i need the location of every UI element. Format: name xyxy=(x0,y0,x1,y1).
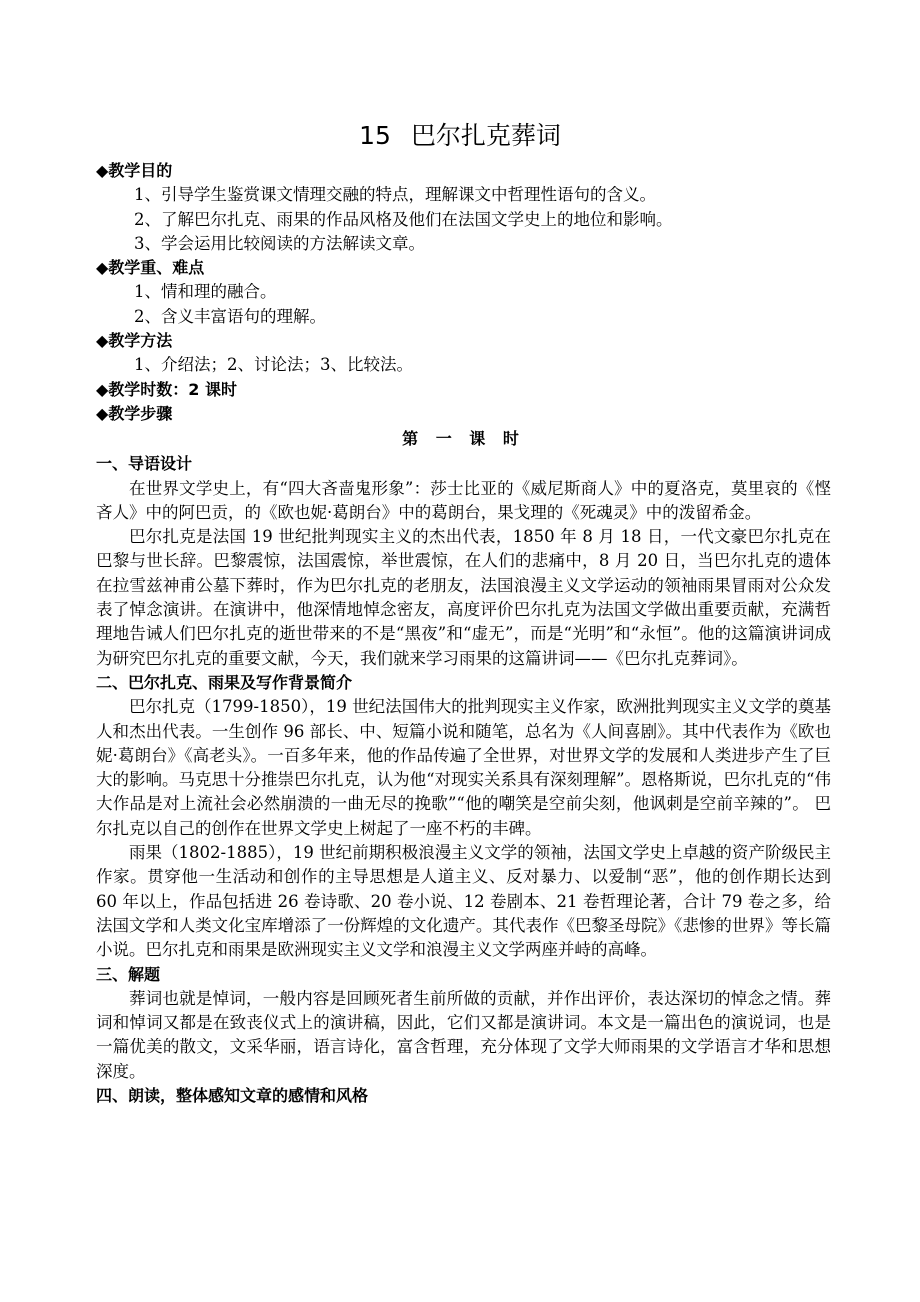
list-item: 3、学会运用比较阅读的方法解读文章。 xyxy=(134,233,425,253)
paragraph: 在世界文学史上，有“四大吝啬鬼形象”：莎士比亚的《威尼斯商人》中的夏洛克，莫里哀的《悭吝人》中的阿巴贡，的《欧也妮·葛朗台》中的葛朗台，果戈理的《死魂灵》中的泼留希金。 xyxy=(96,478,831,522)
paragraph: 巴尔扎克（1799-1850），19 世纪法国伟大的批判现实主义作家，欧洲批判现实主义文学的奠基人和杰出代表。一生创作 96 部长、中、短篇小说和随笔，总名为《人间喜剧》。其中代表作为《欧也妮·葛朗台》《高老头》。一百多年来，他的作品传遍了全世界，对世界文学的发展和人类进步产生了巨大的影响。马克思十分推崇巴尔扎克，认为他“对现实关系具有深刻理解”。恩格斯说，巴尔扎克的“伟大作品是对上流社会必然崩溃的一曲无尽的挽歌”“他的嘲笑是空前尖刻，他讽刺是空前辛辣的”。 巴尔扎克以自己的创作在世界文学史上树起了一座不朽的丰碑。 xyxy=(96,697,831,838)
section-heading-title-explanation: 三、解题 xyxy=(96,964,161,984)
section-heading-reading: 四、朗读，整体感知文章的感情和风格 xyxy=(96,1085,369,1105)
list-item: 1、情和理的融合。 xyxy=(134,282,277,302)
paragraph: 巴尔扎克是法国 19 世纪批判现实主义的杰出代表，1850 年 8 月 18 日，一代文豪巴尔扎克在巴黎与世长辞。巴黎震惊，法国震惊，举世震惊，在人们的悲痛中，8 月 20 日，当巴尔扎克的遗体在拉雪兹神甫公墓下葬时，作为巴尔扎克的老朋友，法国浪漫主义文学运动的领袖雨果冒雨对公众发表了悼念演讲。在演讲中，他深情地悼念密友，高度评价巴尔扎克为法国文学做出重要贡献，充满哲理地告诫人们巴尔扎克的逝世带来的不是“黑夜”和“虚无”，而是“光明”和“永恒”。他的这篇演讲词成为研究巴尔扎克的重要文献，今天，我们就来学习雨果的这篇讲词——《巴尔扎克葬词》。 xyxy=(96,527,831,668)
list-item: 2、了解巴尔扎克、雨果的作品风格及他们在法国文学史上的地位和影响。 xyxy=(134,209,673,229)
paragraph: 葬词也就是悼词，一般内容是回顾死者生前所做的贡献，并作出评价，表达深切的悼念之情。葬词和悼词又都是在致丧仪式上的演讲稿，因此，它们又都是演讲词。本文是一篇出色的演说词，也是一篇优美的散文，文采华丽，语言诗化，富含哲理，充分体现了文学大师雨果的文学语言才华和思想深度。 xyxy=(96,988,831,1081)
document-body xyxy=(96,159,831,1108)
section-heading-methods: ◆教学方法 xyxy=(96,331,173,351)
page-title xyxy=(0,120,920,152)
list-item: 2、含义丰富语句的理解。 xyxy=(134,306,326,326)
section-heading-hours: ◆教学时数：2 课时 xyxy=(96,379,238,399)
list-item: 1、介绍法；2、讨论法；3、比较法。 xyxy=(134,355,413,375)
section-heading-steps: ◆教学步骤 xyxy=(96,403,173,423)
section-heading-keys: ◆教学重、难点 xyxy=(96,258,205,278)
lesson-title: 巴尔扎克葬词 xyxy=(410,121,561,150)
section-heading-background: 二、巴尔扎克、雨果及写作背景简介 xyxy=(96,672,353,692)
section-heading-goals: ◆教学目的 xyxy=(96,161,173,180)
paragraph: 雨果（1802-1885），19 世纪前期积极浪漫主义文学的领袖，法国文学史上卓越的资产阶级民主作家。贯穿他一生活动和创作的主导思想是人道主义、反对暴力、以爱制“恶”，他的创作期长达到 60 年以上，作品包括进 26 卷诗歌、20 卷小说、12 卷剧本、21 卷哲理论著，合计 79 卷之多，给法国文学和人类文化宝库增添了一份辉煌的文化遗产。其代表作《巴黎圣母院》《悲惨的世界》等长篇小说。巴尔扎克和雨果是欧洲现实主义文学和浪漫主义文学两座并峙的高峰。 xyxy=(96,843,831,960)
section-heading-intro: 一、导语设计 xyxy=(96,454,193,474)
lesson-number: 15 xyxy=(359,121,391,150)
lesson-period-label: 第 一 课 时 xyxy=(402,429,525,449)
list-item: 1、引导学生鉴赏课文情理交融的特点，理解课文中哲理性语句的含义。 xyxy=(134,185,656,205)
